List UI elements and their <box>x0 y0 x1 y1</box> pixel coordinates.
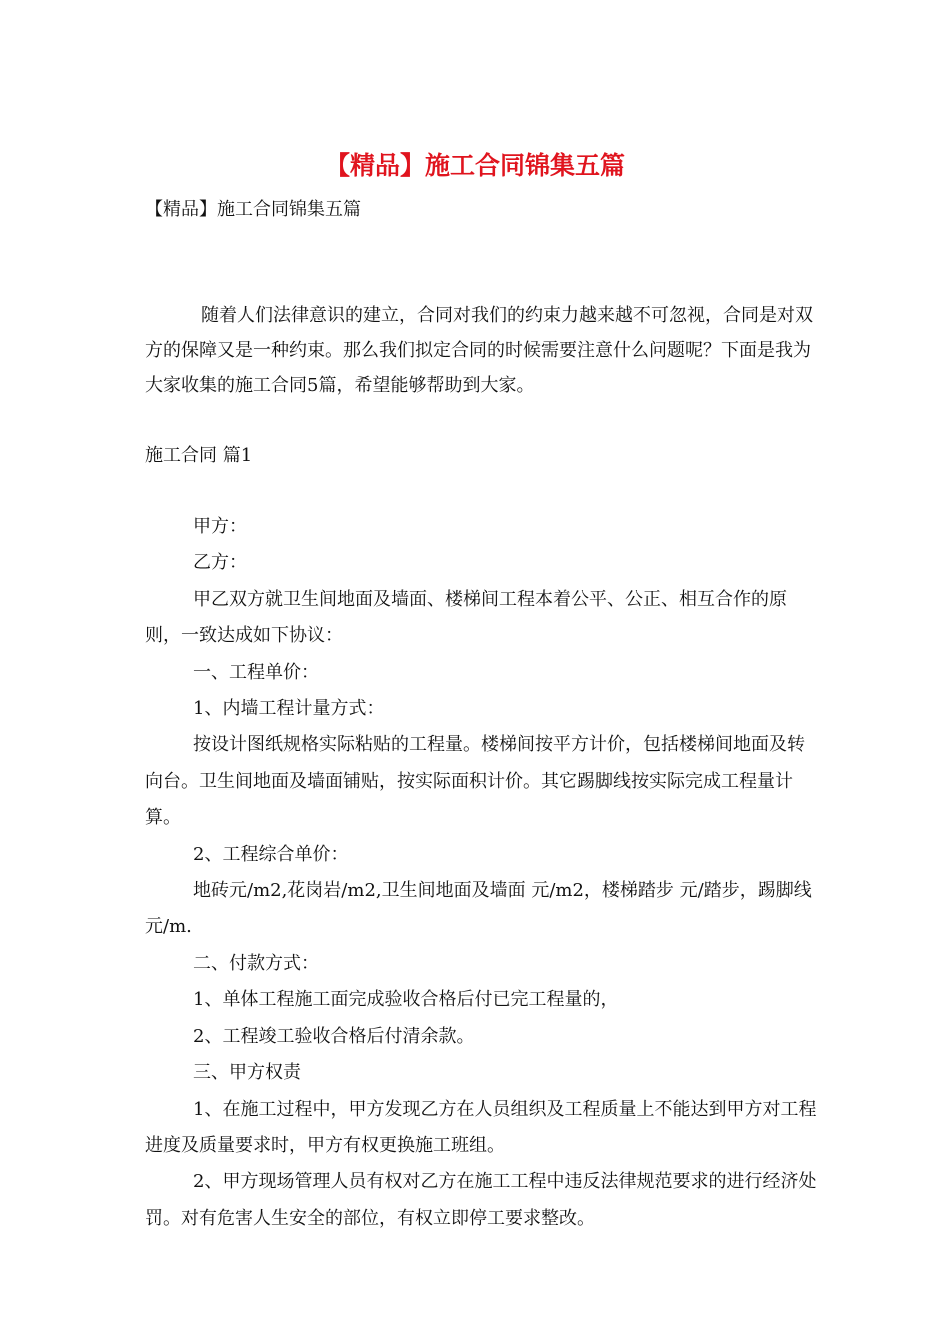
clause-payment-2: 2、工程竣工验收合格后付清余款。 <box>193 1025 475 1047</box>
clause-party-a-right-2: 2、甲方现场管理人员有权对乙方在施工工程中违反法律规范要求的进行经济处罚。对有危害人生安全的部位，有权立即停工要求整改。 <box>145 1171 817 1229</box>
document-title: 【精品】施工合同锦集五篇 <box>324 151 625 180</box>
clause-heading-party-a-rights: 三、甲方权责 <box>193 1062 301 1084</box>
clause-party-a-right-1: 1、在施工过程中，甲方发现乙方在人员组织及工程质量上不能达到甲方对工程进度及质量要求时，甲方有权更换施工班组。 <box>145 1098 817 1156</box>
intro-paragraph: 随着人们法律意识的建立，合同对我们的约束力越来越不可忽视，合同是对双方的保障又是一种约束。那么我们拟定合同的时候需要注意什么问题呢？下面是我为大家收集的施工合同5篇，希望能够帮助到大家。 <box>145 305 813 396</box>
clause-measurement-method: 1、内墙工程计量方式： <box>193 698 385 720</box>
contract-body <box>145 509 817 1237</box>
clause-measurement-detail: 按设计图纸规格实际粘贴的工程量。楼梯间按平方计价，包括楼梯间地面及转向台。卫生间地面及墙面铺贴，按实际面积计价。其它踢脚线按实际完成工程量计算。 <box>145 734 805 829</box>
agreement-preamble: 甲乙双方就卫生间地面及墙面、楼梯间工程本着公平、公正、相互合作的原则，一致达成如下协议： <box>145 588 787 647</box>
clause-payment-1: 1、单体工程施工面完成验收合格后付已完工程量的， <box>193 989 619 1011</box>
clause-heading-unit-price: 一、工程单价： <box>193 661 319 683</box>
clause-composite-price: 2、工程综合单价： <box>193 843 349 865</box>
document-subtitle: 【精品】施工合同锦集五篇 <box>145 199 361 220</box>
party-b-line: 乙方： <box>193 552 247 574</box>
clause-heading-payment: 二、付款方式： <box>193 952 319 974</box>
party-a-line: 甲方： <box>193 516 247 537</box>
clause-price-detail: 地砖元/m2,花岗岩/m2,卫生间地面及墙面 元/m2，楼梯踏步 元/踏步，踢脚线 元/m. <box>145 880 812 938</box>
section-heading: 施工合同 篇1 <box>145 445 253 466</box>
